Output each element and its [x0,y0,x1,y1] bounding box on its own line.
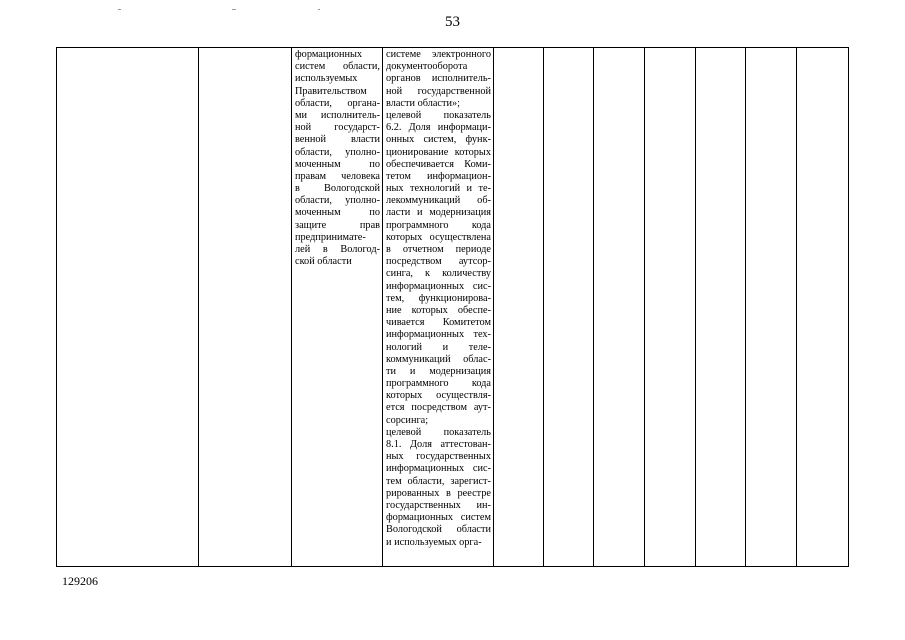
text-line: 6.2. Доля информаци- [386,122,491,134]
text-line: программного кода [386,378,491,390]
text-line: целевой показатель [386,109,491,121]
scan-speck [318,9,320,10]
table-cell-1 [57,48,199,567]
text-line: формационных систем [386,512,491,524]
text-line: целевой показатель [386,426,491,438]
table-row [57,48,849,567]
text-line: формационных [295,49,363,60]
text-line: коммуникаций облас- [386,353,491,365]
text-line: моченным по [295,207,380,219]
text-line: нологий и теле- [386,341,491,353]
text-line: ми исполнитель- [295,109,380,121]
text-line: информационных тех- [386,329,491,341]
text-line: ной государственной [386,85,491,97]
scan-speck [118,9,121,10]
text-line: предпринимате- [295,231,366,243]
text-line: органов исполнитель- [386,73,491,85]
text-line: государственных ин- [386,499,491,511]
text-line: синга, к количеству [386,268,491,280]
table-cell-10 [746,48,797,567]
table-cell-8 [645,48,696,567]
text-line: области, органа- [295,97,380,109]
table-cell-6 [544,48,594,567]
text-line: защите прав [295,219,380,231]
table-cell-11 [797,48,849,567]
text-line: в Вологодской [295,183,380,195]
text-line: обеспечивается Коми- [386,158,491,170]
table-cell-2 [199,48,292,567]
data-table [56,47,849,567]
text-line: ционирование которых [386,146,491,158]
text-line: и используемых орга- [386,536,482,548]
text-line: которых осуществля- [386,390,491,402]
text-line: информационных сис- [386,280,491,292]
document-code: 129206 [62,574,98,588]
text-line: 8.1. Доля аттестован- [386,439,491,450]
table-cell-4 [383,48,494,567]
text-line: рированных в реестре [386,487,491,499]
text-line: информационных сис- [386,463,491,475]
text-line: Правительством [295,85,367,97]
text-line: лей в Вологод- [295,244,380,255]
text-line: в отчетном периоде [386,244,491,255]
text-line: систем области, [295,61,380,73]
text-line: ется посредством аут- [386,402,491,414]
text-line: моченным по [295,158,380,170]
text-line: которых осуществлена [386,231,491,243]
text-line: используемых [295,73,358,85]
text-line: ласти и модернизация [386,207,491,219]
text-line: области, уполно- [295,195,380,207]
text-line: тем, функционирова- [386,292,491,304]
table-cell-7 [594,48,645,567]
text-line: ской области [295,256,352,268]
text-line: лекоммуникаций об- [386,195,491,207]
target-indicators-text [383,48,493,549]
text-line: венной власти [295,134,380,146]
text-line: системе электронного [386,49,491,60]
text-line: чивается Комитетом [386,317,491,329]
text-line: онных систем, функ- [386,134,491,146]
page-number: 53 [445,14,460,30]
text-line: тетом информацион- [386,170,491,182]
text-line: области, уполно- [295,146,380,158]
table-cell-5 [494,48,544,567]
text-line: Вологодской области [386,524,491,536]
text-line: программного кода [386,219,491,231]
text-line: правам человека [295,170,380,182]
table-cell-3 [292,48,383,567]
text-line: ных государственных [386,451,491,463]
responsible-bodies-text [292,48,382,268]
text-line: ти и модернизация [386,365,491,377]
text-line: тем области, зарегист- [386,475,491,487]
table-cell-9 [696,48,746,567]
text-line: власти области»; [386,97,461,109]
text-line: ной государст- [295,122,380,134]
text-line: посредством аутсор- [386,256,491,268]
text-line: документооборота [386,61,468,73]
text-line: сорсинга; [386,414,429,426]
text-line: ние которых обеспе- [386,304,491,316]
scan-speck [232,9,236,10]
text-line: ных технологий и те- [386,183,491,195]
